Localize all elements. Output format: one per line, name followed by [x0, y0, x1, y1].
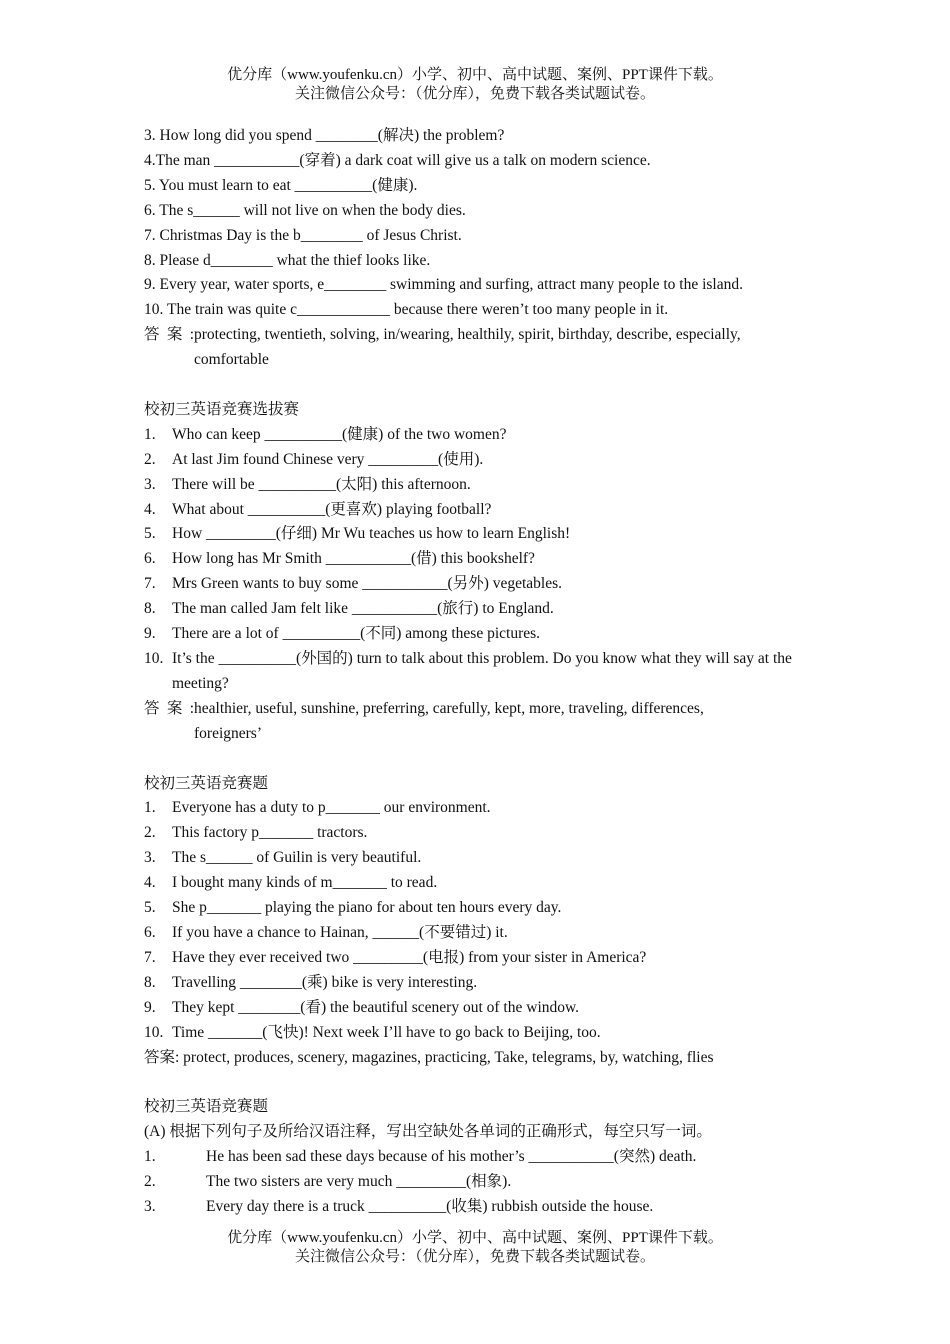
question-number: 6.	[144, 550, 156, 568]
question-item	[144, 796, 808, 821]
answer-text: healthier, useful, sunshine, preferring, carefully, kept, more, traveling, differences,	[194, 699, 704, 717]
question-item	[144, 572, 808, 597]
answer-label: 答案:	[144, 326, 194, 344]
question-number: 7.	[144, 948, 156, 966]
question-number: 10.	[144, 1023, 164, 1041]
question-number: 6.	[144, 923, 156, 941]
question-text: If you have a chance to Hainan, ______(不要错过) it.	[172, 923, 508, 941]
question-text: They kept ________(看) the beautiful scenery out of the window.	[172, 998, 580, 1016]
question-number: 2.	[144, 824, 156, 842]
question-item	[144, 821, 808, 846]
footer-line-2: 关注微信公众号：（优分库），免费下载各类试题试卷。	[294, 1249, 655, 1265]
question-number: 7.	[144, 575, 156, 593]
question-number: 8.	[144, 973, 156, 991]
question-number: 9.	[144, 625, 156, 643]
question-number: 8.	[144, 600, 156, 618]
question-text: There will be __________(太阳) this afternoon.	[172, 475, 471, 493]
question-item	[144, 473, 808, 498]
question-number: 3.	[144, 1197, 156, 1215]
answer-text: protecting, twentieth, solving, in/wearing, healthily, spirit, birthday, describe, especially,	[194, 326, 741, 344]
question-item	[144, 448, 808, 473]
question-number: 2.	[144, 1173, 156, 1191]
question-item	[144, 871, 808, 896]
question-number: 1.	[144, 1148, 156, 1166]
question-text: There are a lot of __________(不同) among these pictures.	[172, 625, 541, 643]
question-number: 5.	[144, 525, 156, 543]
question-number: 2.	[144, 450, 156, 468]
question-text: The man called Jam felt like ___________(旅行) to England.	[172, 600, 554, 618]
question-item	[144, 1021, 808, 1046]
question-number: 3.	[144, 475, 156, 493]
question-item	[144, 996, 808, 1021]
question-text: Who can keep __________(健康) of the two women?	[172, 425, 507, 443]
question-item	[144, 1145, 808, 1170]
question-number: 3.	[144, 849, 156, 867]
question-text: He has been sad these days because of his mother’s ___________(突然) death.	[206, 1148, 697, 1166]
section-instruction: (A) 根据下列句子及所给汉语注释，写出空缺处各单词的正确形式，每空只写一词。	[144, 1123, 712, 1141]
question-item: 6. The s______ will not live on when the body dies.	[144, 201, 466, 219]
answer-text-continued: foreigners’	[194, 724, 262, 742]
question-number: 4.	[144, 500, 156, 518]
page-footer	[0, 1229, 950, 1267]
question-number: 5.	[144, 899, 156, 917]
question-item	[144, 522, 808, 547]
header-line-2: 关注微信公众号：（优分库），免费下载各类试题试卷。	[294, 86, 655, 102]
answer-text-continued: comfortable	[194, 351, 269, 369]
section-2	[144, 398, 808, 747]
section-3	[144, 772, 808, 1071]
question-item	[144, 896, 808, 921]
question-text: At last Jim found Chinese very _________(使用).	[172, 450, 484, 468]
question-item: 5. You must learn to eat __________(健康).	[144, 176, 418, 194]
question-text: Travelling ________(乘) bike is very interesting.	[172, 973, 478, 991]
question-item: 7. Christmas Day is the b________ of Jesus Christ.	[144, 226, 462, 244]
question-item	[144, 622, 808, 647]
question-item	[144, 647, 808, 697]
question-number: 10.	[144, 650, 164, 668]
section-title: 校初三英语竞赛题	[144, 1098, 269, 1116]
question-item: 9. Every year, water sports, e________ swimming and surfing, attract many people to the island.	[144, 276, 743, 294]
page-header	[0, 66, 950, 104]
question-text: How _________(仔细) Mr Wu teaches us how to learn English!	[172, 525, 571, 543]
answer-block	[144, 323, 808, 373]
question-item	[144, 946, 808, 971]
question-number: 1.	[144, 799, 156, 817]
answer-line: 答案: protect, produces, scenery, magazines, practicing, Take, telegrams, by, watching, flies	[144, 1048, 714, 1066]
question-text: I bought many kinds of m_______ to read.	[172, 874, 438, 892]
spacer	[144, 373, 808, 398]
question-item	[144, 597, 808, 622]
question-item	[144, 971, 808, 996]
question-text: The s______ of Guilin is very beautiful.	[172, 849, 422, 867]
footer-line-1: 优分库（www.youfenku.cn）小学、初中、高中试题、案例、PPT课件下载。	[227, 1230, 723, 1246]
question-item	[144, 1170, 808, 1195]
question-text: This factory p_______ tractors.	[172, 824, 368, 842]
section-title: 校初三英语竞赛题	[144, 774, 269, 792]
question-item	[144, 547, 808, 572]
question-item: 8. Please d________ what the thief looks like.	[144, 251, 431, 269]
section-4	[144, 1095, 808, 1220]
spacer	[144, 1070, 808, 1095]
question-item: 4.The man ___________(穿着) a dark coat will give us a talk on modern science.	[144, 151, 651, 169]
question-item	[144, 423, 808, 448]
spacer	[144, 747, 808, 772]
question-item: 10. The train was quite c____________ because there weren’t too many people in it.	[144, 301, 669, 319]
question-number: 4.	[144, 874, 156, 892]
question-text: Every day there is a truck __________(收集) rubbish outside the house.	[206, 1197, 654, 1215]
header-line-1: 优分库（www.youfenku.cn）小学、初中、高中试题、案例、PPT课件下载。	[227, 67, 723, 83]
question-text: How long has Mr Smith ___________(借) this bookshelf?	[172, 550, 535, 568]
question-item	[144, 1195, 808, 1220]
section-title: 校初三英语竞赛选拔赛	[144, 400, 300, 418]
question-text: It’s the __________(外国的) turn to talk about this problem. Do you know what they will say at the meeting?	[172, 650, 792, 692]
question-text: What about __________(更喜欢) playing football?	[172, 500, 492, 518]
question-item	[144, 921, 808, 946]
question-text: The two sisters are very much _________(相象).	[206, 1173, 512, 1191]
question-text: Time _______(飞快)! Next week I’ll have to go back to Beijing, too.	[172, 1023, 601, 1041]
question-text: Mrs Green wants to buy some ___________(另外) vegetables.	[172, 575, 563, 593]
question-number: 1.	[144, 425, 156, 443]
section-1	[144, 124, 808, 373]
answer-block	[144, 697, 808, 747]
answer-text-wrap	[194, 323, 808, 373]
question-text: Have they ever received two _________(电报) from your sister in America?	[172, 948, 647, 966]
question-item: 3. How long did you spend ________(解决) the problem?	[144, 127, 505, 144]
document-body	[144, 124, 808, 1220]
answer-text-wrap	[194, 697, 808, 747]
question-text: She p_______ playing the piano for about ten hours every day.	[172, 899, 562, 917]
question-text: Everyone has a duty to p_______ our environment.	[172, 799, 491, 817]
question-item	[144, 498, 808, 523]
question-number: 9.	[144, 998, 156, 1016]
answer-label: 答 案 :	[144, 699, 194, 717]
question-item	[144, 846, 808, 871]
